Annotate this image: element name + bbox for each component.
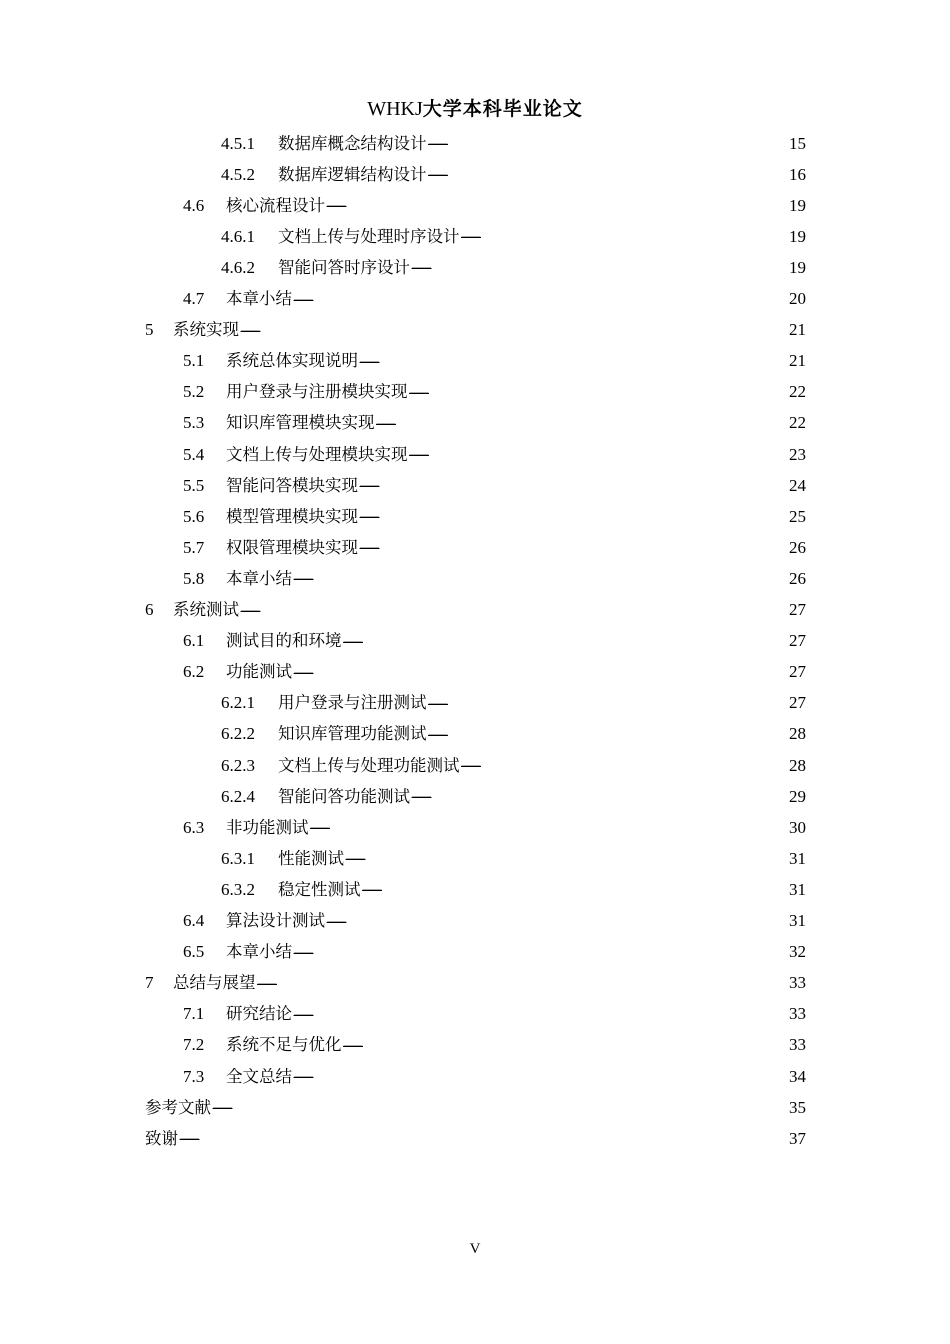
- toc-entry-title: 智能问答时序设计: [278, 257, 410, 277]
- toc-entry[interactable]: [183, 501, 806, 532]
- toc-entry[interactable]: [145, 1092, 806, 1123]
- toc-entry[interactable]: [183, 190, 806, 221]
- toc-entry-page: 19: [789, 226, 806, 246]
- toc-entry-title: 数据库逻辑结构设计: [278, 164, 427, 184]
- toc-entry-number: 5.7: [183, 537, 205, 557]
- toc-entry-page: 19: [789, 195, 806, 215]
- toc-entry-page: 37: [789, 1128, 806, 1148]
- toc-entry-page: 33: [789, 1035, 806, 1055]
- toc-entry-title: 参考文献: [145, 1097, 211, 1117]
- toc-entry-page: 33: [789, 1004, 806, 1024]
- toc-entry-number: 5.3: [183, 413, 205, 433]
- toc-entry-title: 本章小结: [226, 289, 292, 308]
- toc-entry-page: 27: [789, 662, 806, 682]
- toc-entry[interactable]: [183, 1061, 806, 1092]
- toc-dot-leader: [359, 482, 782, 501]
- toc-entry-number: 6.4: [183, 911, 205, 930]
- toc-dot-leader: [293, 1011, 782, 1030]
- page-header: [0, 97, 950, 121]
- toc-entry[interactable]: [183, 657, 806, 688]
- toc-entry-title: 测试目的和环境: [226, 631, 342, 651]
- toc-entry[interactable]: [221, 874, 806, 905]
- toc-entry-page: 15: [789, 133, 806, 153]
- toc-entry[interactable]: [183, 937, 806, 968]
- toc-dot-leader: [310, 824, 783, 843]
- toc-entry-page: 19: [789, 257, 806, 277]
- toc-entry-title: 知识库管理模块实现: [226, 413, 375, 433]
- toc-dot-leader: [345, 855, 782, 874]
- toc-entry[interactable]: [145, 315, 806, 346]
- toc-entry-number: 6.1: [183, 631, 205, 651]
- toc-entry-number: 6.3.2: [221, 879, 255, 899]
- toc-entry[interactable]: [183, 439, 806, 470]
- toc-entry-title: 用户登录与注册测试: [278, 693, 427, 713]
- toc-entry[interactable]: [183, 532, 806, 563]
- toc-entry-title: 文档上传与处理模块实现: [226, 444, 408, 464]
- page-number: V: [469, 1241, 481, 1257]
- toc-entry-number: 5.1: [183, 351, 205, 371]
- toc-entry-page: 16: [789, 164, 806, 184]
- toc-entry-number: 6.2.3: [221, 755, 255, 775]
- toc-entry-page: 27: [789, 631, 806, 651]
- toc-dot-leader: [326, 918, 782, 937]
- toc-entry[interactable]: [145, 1123, 806, 1154]
- toc-dot-leader: [362, 886, 783, 905]
- toc-entry-page: 26: [789, 568, 806, 588]
- toc-dot-leader: [257, 980, 783, 999]
- toc-entry[interactable]: [221, 221, 806, 252]
- toc-entry-page: 25: [789, 506, 806, 526]
- toc-entry-page: 30: [789, 817, 806, 837]
- toc-entry-number: 7: [145, 973, 154, 993]
- toc-entry-page: 31: [789, 848, 806, 868]
- toc-entry-title: 智能问答模块实现: [226, 475, 358, 495]
- toc-entry-title: 稳定性测试: [278, 879, 361, 899]
- toc-entry-number: 4.6: [183, 195, 205, 215]
- toc-entry-title: 权限管理模块实现: [226, 537, 358, 557]
- toc-entry[interactable]: [183, 812, 806, 843]
- toc-entry-title: 模型管理模块实现: [226, 506, 358, 526]
- toc-entry-title: 算法设计测试: [226, 911, 325, 930]
- toc-entry-number: 5: [145, 320, 154, 340]
- toc-dot-leader: [240, 607, 782, 626]
- toc-entry-number: 6.2.4: [221, 786, 255, 806]
- toc-dot-leader: [411, 793, 782, 812]
- toc-dot-leader: [326, 202, 782, 221]
- toc-entry-number: 5.5: [183, 475, 205, 495]
- toc-dot-leader: [293, 296, 782, 315]
- toc-entry-title: 致谢: [145, 1128, 178, 1148]
- toc-entry[interactable]: [221, 128, 806, 159]
- toc-entry-number: 5.2: [183, 382, 205, 402]
- toc-entry-page: 24: [789, 475, 806, 495]
- header-university-code: WHKJ: [367, 98, 423, 120]
- toc-entry[interactable]: [221, 750, 806, 781]
- toc-entry-number: 6.5: [183, 942, 205, 962]
- toc-dot-leader: [428, 731, 783, 750]
- toc-entry[interactable]: [221, 843, 806, 874]
- toc-entry-page: 28: [789, 755, 806, 775]
- toc-entry-title: 系统总体实现说明: [226, 351, 358, 371]
- toc-entry-title: 文档上传与处理时序设计: [278, 226, 460, 246]
- toc-dot-leader: [359, 513, 782, 532]
- toc-dot-leader: [293, 949, 782, 968]
- toc-entry-page: 21: [789, 320, 806, 340]
- toc-entry[interactable]: [221, 159, 806, 190]
- toc-entry[interactable]: [183, 1030, 806, 1061]
- toc-dot-leader: [179, 1135, 782, 1154]
- toc-entry-page: 22: [789, 382, 806, 402]
- toc-entry-number: 4.6.1: [221, 226, 255, 246]
- toc-entry-title: 系统不足与优化: [226, 1035, 342, 1055]
- toc-entry-page: 33: [789, 973, 806, 993]
- toc-entry-number: 7.3: [183, 1066, 205, 1086]
- toc-entry-page: 26: [789, 537, 806, 557]
- toc-entry-title: 核心流程设计: [226, 195, 325, 215]
- toc-entry-page: 35: [789, 1097, 806, 1117]
- toc-dot-leader: [428, 171, 783, 190]
- toc-entry-number: 6.3.1: [221, 848, 255, 868]
- toc-entry-page: 34: [789, 1066, 806, 1086]
- toc-entry-title: 文档上传与处理功能测试: [278, 755, 460, 775]
- toc-dot-leader: [240, 327, 782, 346]
- toc-dot-leader: [359, 544, 782, 563]
- toc-entry-title: 总结与展望: [173, 973, 256, 993]
- toc-dot-leader: [376, 420, 783, 439]
- toc-dot-leader: [359, 358, 782, 377]
- toc-entry[interactable]: [183, 346, 806, 377]
- toc-dot-leader: [343, 638, 783, 657]
- toc-entry-title: 系统测试: [173, 600, 239, 619]
- toc-dot-leader: [409, 389, 783, 408]
- toc-entry-number: 5.6: [183, 506, 205, 526]
- toc-entry-number: 4.6.2: [221, 257, 255, 277]
- toc-entry-title: 本章小结: [226, 942, 292, 962]
- toc-entry-title: 系统实现: [173, 320, 239, 340]
- toc-entry-number: 7.1: [183, 1004, 205, 1024]
- toc-entry-title: 本章小结: [226, 568, 292, 588]
- toc-entry[interactable]: [183, 626, 806, 657]
- toc-entry-title: 用户登录与注册模块实现: [226, 382, 408, 402]
- header-thesis-title: 大学本科毕业论文: [422, 98, 583, 120]
- toc-entry-title: 研究结论: [226, 1004, 292, 1024]
- toc-dot-leader: [461, 762, 783, 781]
- toc-dot-leader: [293, 669, 782, 688]
- toc-entry[interactable]: [183, 906, 806, 937]
- toc-entry[interactable]: [221, 252, 806, 283]
- toc-entry[interactable]: [183, 377, 806, 408]
- toc-entry[interactable]: [183, 284, 806, 315]
- toc-entry-page: 27: [789, 600, 806, 619]
- toc-entry-page: 21: [789, 351, 806, 371]
- toc-entry-number: 4.5.1: [221, 133, 255, 153]
- toc-entry-number: 6: [145, 600, 154, 619]
- toc-entry-page: 22: [789, 413, 806, 433]
- toc-entry[interactable]: [145, 595, 806, 626]
- toc-entry-number: 5.8: [183, 568, 205, 588]
- toc-dot-leader: [343, 1042, 783, 1061]
- toc-dot-leader: [293, 575, 782, 594]
- toc-dot-leader: [461, 233, 783, 252]
- toc-entry-title: 功能测试: [226, 662, 292, 682]
- toc-entry-number: 6.2.1: [221, 693, 255, 713]
- toc-entry-title: 全文总结: [226, 1066, 292, 1086]
- toc-dot-leader: [293, 1073, 782, 1092]
- toc-entry[interactable]: [145, 968, 806, 999]
- toc-entry[interactable]: [221, 719, 806, 750]
- toc-entry-title: 知识库管理功能测试: [278, 724, 427, 744]
- toc-entry-title: 数据库概念结构设计: [278, 133, 427, 153]
- toc-entry[interactable]: [183, 470, 806, 501]
- toc-entry-title: 智能问答功能测试: [278, 786, 410, 806]
- toc-entry-page: 28: [789, 724, 806, 744]
- toc-entry-number: 6.2.2: [221, 724, 255, 744]
- toc-dot-leader: [411, 264, 782, 283]
- toc-entry-number: 4.7: [183, 289, 205, 308]
- toc-entry-page: 27: [789, 693, 806, 713]
- toc-entry-number: 6.3: [183, 817, 205, 837]
- toc-entry[interactable]: [221, 781, 806, 812]
- toc-entry-page: 32: [789, 942, 806, 962]
- toc-dot-leader: [428, 140, 783, 159]
- toc-entry-title: 性能测试: [278, 848, 344, 868]
- toc-entry[interactable]: [221, 688, 806, 719]
- toc-entry-number: 4.5.2: [221, 164, 255, 184]
- toc-entry-number: 5.4: [183, 444, 205, 464]
- toc-dot-leader: [212, 1104, 782, 1123]
- toc-entry-page: 23: [789, 444, 806, 464]
- toc-entry-number: 7.2: [183, 1035, 205, 1055]
- toc-entry[interactable]: [183, 408, 806, 439]
- toc-entry[interactable]: [183, 563, 806, 594]
- toc-dot-leader: [409, 451, 783, 470]
- toc-entry-page: 20: [789, 289, 806, 308]
- toc-entry-title: 非功能测试: [226, 817, 309, 837]
- toc-entry-page: 31: [789, 911, 806, 930]
- toc-entry-page: 31: [789, 879, 806, 899]
- toc-entry-number: 6.2: [183, 662, 205, 682]
- toc-entry-page: 29: [789, 786, 806, 806]
- toc-dot-leader: [428, 700, 783, 719]
- toc-entry[interactable]: [183, 999, 806, 1030]
